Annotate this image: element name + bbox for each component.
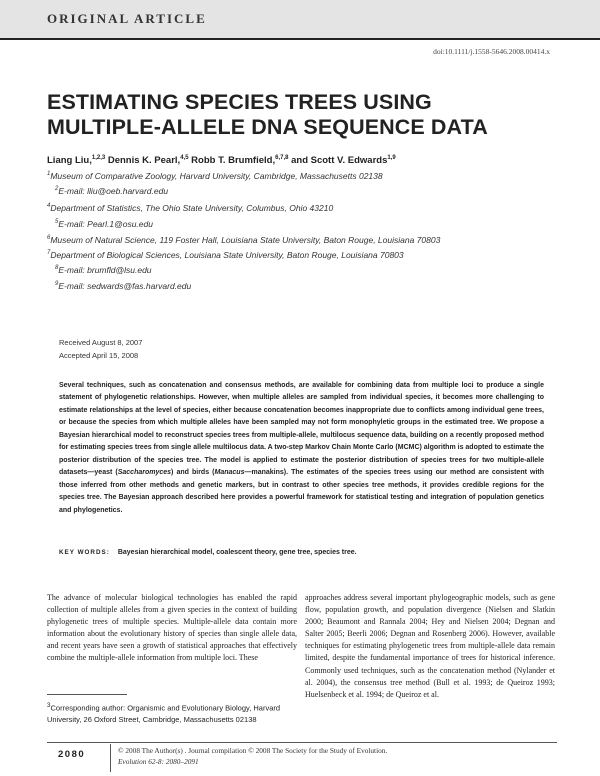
affiliation-sup: 4	[47, 203, 51, 210]
author-name: Liang Liu,	[47, 155, 92, 167]
affiliation-sup: 2	[55, 186, 59, 193]
affiliation-text[interactable]: E-mail: sedwards@fas.harvard.edu	[58, 281, 192, 291]
title-line-1: ESTIMATING SPECIES TREES USING	[47, 90, 432, 114]
abstract-text: Several techniques, such as concatenation and consensus methods, are available for combining data from multiple loci to produce a single statement of phylogenetic relationships. However, when multiple alleles are sampled from individual species, it becomes more challenging to estimate relationships at the level of species, either because concatenation becomes inappropriate due to conflicts among individual gene trees, or because the species from which multiple alleles have been sampled may not form monophyletic groups in the estimated tree. We propose a Bayesian hierarchical model to reconstruct species trees from multiple-allele, multilocus sequence data, building on a recently proposed method for estimating species trees from single allele multilocus data. A two-step Markov Chain Monte Carlo (MCMC) algorithm is adopted to estimate the posterior distribution of the species tree. The model is applied to estimate the posterior distribution of species trees for two multiple-allele datasets—yeast (	[59, 382, 544, 477]
affiliation-sup: 5	[55, 219, 59, 226]
affiliation-sup: 8	[55, 265, 59, 272]
body-column-right: approaches address several important phylogeographic models, such as gene flow, population growth, and population divergence (Nielsen and Slatkin 2000; Beaumont and Rannala 2004; Hey and Nielsen 2004; Degnan and Salter 2005; Beerli 2006; Degnan and Rosenberg 2006). However, available techniques for estimating phylogenetic trees from multiple-allele data remain limited, despite the fundamental importance of trees for historical inference. Commonly used techniques, such as the concatenation method (Nylander et al. 2004), the consensus tree method (Bull et al. 1993; de Queiroz 1993; Huelsenbeck et al. 1994; de Queiroz et al.	[305, 593, 555, 699]
author-name: Robb T. Brumfield,	[188, 155, 276, 167]
abstract-species-yeast: Saccharomyces	[117, 469, 172, 477]
copyright-text: © 2008 The Author(s) . Journal compilation © 2008 The Society for the Study of Evolution.	[118, 746, 388, 755]
footer-divider	[47, 742, 557, 743]
affiliation-email	[55, 265, 152, 275]
received-date: Received August 8, 2007	[59, 338, 143, 347]
doi[interactable]: doi:10.1111/j.1558-5646.2008.00414.x	[433, 47, 550, 56]
abstract-species-birds: Manacus	[214, 469, 245, 477]
affiliation-text: Museum of Natural Science, 119 Foster Hall, Louisiana State University, Baton Rouge, Louisiana 70803	[50, 235, 441, 245]
affiliation-text[interactable]: E-mail: Pearl.1@osu.edu	[58, 219, 153, 229]
body-column-left: The advance of molecular biological technologies has enabled the rapid collection of multiple alleles from a given species in the context of building phylogenetic trees of multiple species. Multiple-allele data contain more information about the evolutionary history of species than single allele data, and recent years have seen a growth of statistical approaches that effectively combine the multiple-allele information from multiple loci. These	[47, 593, 297, 663]
affiliation	[47, 250, 404, 260]
affiliation	[47, 203, 333, 213]
author-sup: 1,2,3	[91, 155, 106, 161]
footer-copyright-block	[118, 746, 387, 767]
journal-citation: Evolution 62-8: 2080–2091	[118, 756, 199, 766]
author-sup: 1,9	[387, 155, 396, 161]
author-list	[47, 155, 567, 166]
footnote-divider	[47, 694, 127, 695]
affiliation-sup: 6	[47, 235, 51, 242]
corresponding-author-footnote	[47, 700, 299, 725]
article-type-label: ORIGINAL ARTICLE	[47, 11, 207, 26]
keywords-text: Bayesian hierarchical model, coalescent theory, gene tree, species tree.	[117, 549, 357, 556]
author-name: Dennis K. Pearl,	[105, 155, 181, 167]
author-sup: 6,7,8	[275, 155, 289, 161]
abstract-text: ) and birds (	[171, 469, 215, 477]
abstract	[59, 380, 544, 517]
affiliation	[47, 235, 440, 245]
keywords	[59, 549, 544, 556]
affiliation	[47, 171, 383, 181]
accepted-date: Accepted April 15, 2008	[59, 351, 139, 360]
author-name: and Scott V. Edwards	[288, 155, 388, 167]
keywords-label: KEY WORDS:	[59, 549, 110, 556]
abstract-text: —manakins). The estimates of the species trees using our method are consistent with those inferred from other methods and genetic markers, but in contrast to other species tree methods, it provides credible regions for the species tree. The Bayesian approach described here provides a powerful framework for statistical testing and integration of population genetics and phylogenetics.	[59, 469, 544, 514]
affiliation-text: Department of Biological Sciences, Louisiana State University, Baton Rouge, Louisiana 70803	[50, 250, 404, 260]
article-title	[47, 90, 557, 140]
affiliation-text[interactable]: E-mail: lliu@oeb.harvard.edu	[58, 186, 169, 196]
title-line-2: MULTIPLE-ALLELE DNA SEQUENCE DATA	[47, 115, 488, 139]
footer-vertical-divider	[110, 744, 111, 772]
affiliation-email	[55, 281, 191, 291]
footnote-sup: 3	[47, 702, 51, 709]
page-number: 2080	[58, 749, 86, 760]
footnote-text: Corresponding author: Organismic and Evolutionary Biology, Harvard University, 26 Oxford Street, Cambridge, Massachusetts 02138	[47, 703, 281, 724]
affiliation-email	[55, 219, 153, 229]
affiliation-text: Museum of Comparative Zoology, Harvard University, Cambridge, Massachusetts 02138	[50, 171, 383, 181]
affiliation-text: Department of Statistics, The Ohio State University, Columbus, Ohio 43210	[50, 203, 334, 213]
author-sup: 4,5	[180, 155, 189, 161]
affiliation-text[interactable]: E-mail: brumfld@lsu.edu	[58, 265, 152, 275]
affiliation-sup: 7	[47, 250, 51, 257]
affiliation-sup: 1	[47, 171, 51, 178]
affiliation-sup: 9	[55, 281, 59, 288]
affiliation-email	[55, 186, 168, 196]
